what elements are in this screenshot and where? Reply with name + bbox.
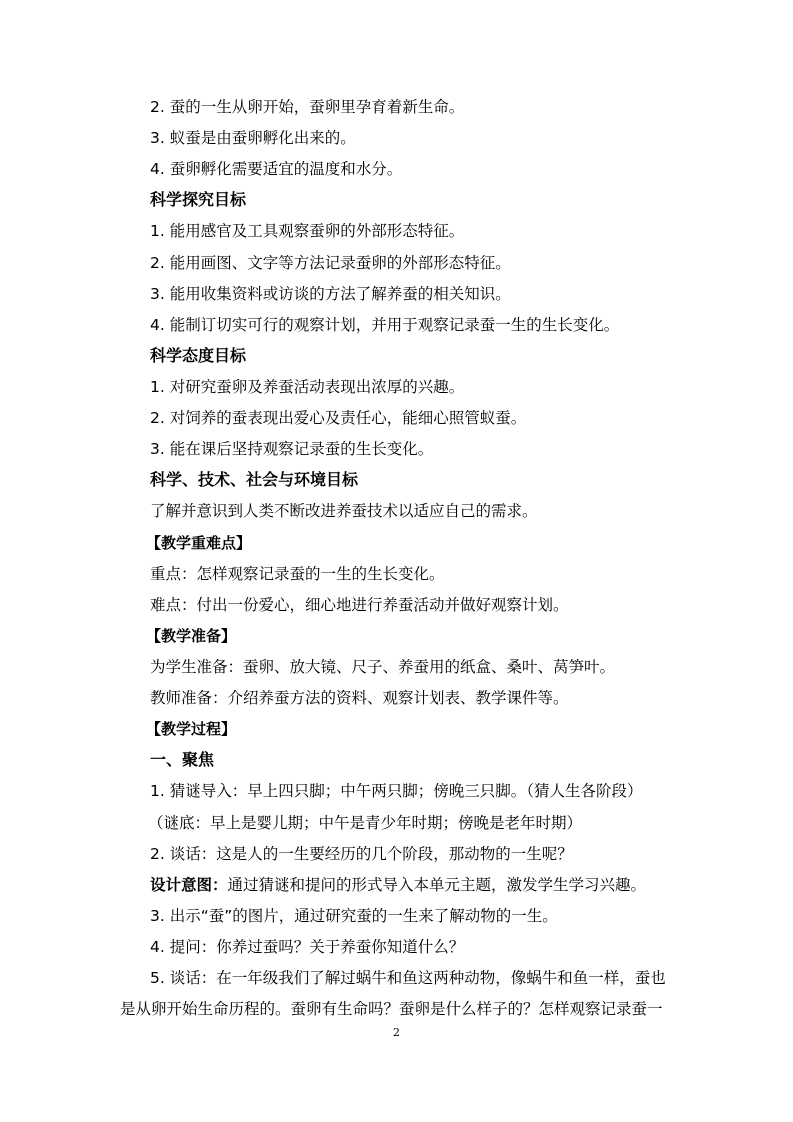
- objective-item: 1. 对研究蚕卵及养蚕活动表现出浓厚的兴趣。: [150, 378, 465, 396]
- objective-item: 3. 蚁蚕是由蚕卵孵化出来的。: [150, 129, 356, 147]
- objective-item: 2. 对饲养的蚕表现出爱心及责任心，能细心照管蚁蚕。: [150, 409, 527, 427]
- section-heading-process: 【教学过程】: [146, 720, 237, 738]
- process-step: 5. 谈话：在一年级我们了解过蜗牛和鱼这两种动物，像蜗牛和鱼一样，蚕也: [150, 969, 666, 987]
- design-intent: [150, 874, 646, 896]
- section-heading-stse: 科学、技术、社会与环境目标: [150, 470, 359, 489]
- objective-item: 4. 蚕卵孵化需要适宜的温度和水分。: [150, 160, 403, 178]
- section-heading-key-points: 【教学重难点】: [146, 534, 252, 552]
- section-heading-inquiry: 科学探究目标: [150, 190, 247, 209]
- section-heading-preparation: 【教学准备】: [146, 627, 237, 645]
- process-step: 2. 谈话：这是人的一生要经历的几个阶段，那动物的一生呢？: [150, 845, 573, 863]
- paragraph-continuation: 是从卵开始生命历程的。蚕卵有生命吗？蚕卵是什么样子的？怎样观察记录蚕一: [120, 1000, 663, 1018]
- paragraph: 教师准备：介绍养蚕方法的资料、观察计划表、教学课件等。: [150, 689, 569, 707]
- objective-item: 4. 能制订切实可行的观察计划，并用于观察记录蚕一生的生长变化。: [150, 316, 620, 334]
- objective-item: 3. 能用收集资料或访谈的方法了解养蚕的相关知识。: [150, 285, 511, 303]
- paragraph: 为学生准备：蚕卵、放大镜、尺子、养蚕用的纸盒、桑叶、莴笋叶。: [150, 658, 616, 676]
- design-intent-label: 设计意图：: [150, 876, 228, 894]
- objective-item: 1. 能用感官及工具观察蚕卵的外部形态特征。: [150, 222, 465, 240]
- process-step: 3. 出示“蚕”的图片，通过研究蚕的一生来了解动物的一生。: [150, 907, 558, 925]
- section-heading-attitude: 科学态度目标: [150, 346, 247, 365]
- paragraph: 了解并意识到人类不断改进养蚕技术以适应自己的需求。: [150, 502, 538, 520]
- paragraph: 重点：怎样观察记录蚕的一生的生长变化。: [150, 565, 445, 583]
- process-step: 1. 猜谜导入：早上四只脚；中午两只脚；傍晚三只脚。（猜人生各阶段）: [150, 782, 643, 800]
- process-step: 4. 提问：你养过蚕吗？关于养蚕你知道什么？: [150, 938, 465, 956]
- subsection-heading-focus: 一、聚焦: [150, 750, 215, 769]
- objective-item: 2. 蚕的一生从卵开始，蚕卵里孕育着新生命。: [150, 98, 465, 116]
- objective-item: 2. 能用画图、文字等方法记录蚕卵的外部形态特征。: [150, 254, 511, 272]
- design-intent-body: 通过猜谜和提问的形式导入本单元主题，激发学生学习兴趣。: [227, 876, 647, 894]
- paragraph: 难点：付出一份爱心，细心地进行养蚕活动并做好观察计划。: [150, 596, 569, 614]
- paragraph: （谜底：早上是婴儿期；中午是青少年时期；傍晚是老年时期）: [148, 814, 583, 832]
- objective-item: 3. 能在课后坚持观察记录蚕的生长变化。: [150, 440, 434, 458]
- page-number: 2: [393, 1026, 400, 1039]
